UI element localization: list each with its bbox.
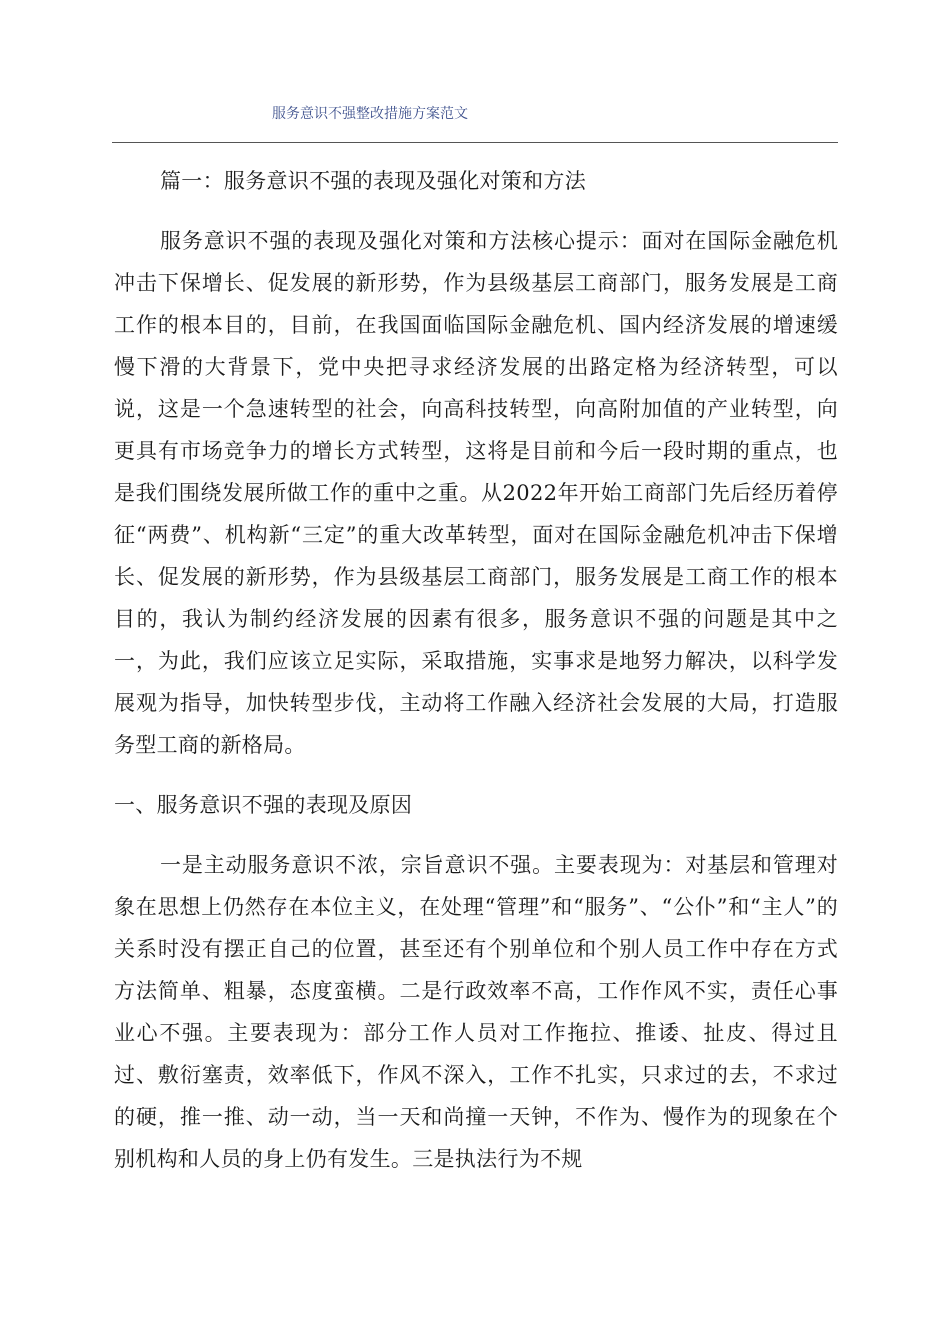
document-body	[114, 160, 838, 1180]
paragraph-causes: 一是主动服务意识不浓，宗旨意识不强。主要表现为：对基层和管理对象在思想上仍然存在本位主义，在处理“管理”和“服务”、“公仆”和“主人”的关系时没有摆正自己的位置，甚至还有个别单位和个别人员工作中存在方式方法简单、粗暴，态度蛮横。二是行政效率不高，工作作风不实，责任心事业心不强。主要表现为：部分工作人员对工作拖拉、推诿、扯皮、得过且过、敷衍塞责，效率低下，作风不深入，工作不扎实，只求过的去，不求过的硬，推一推、动一动，当一天和尚撞一天钟，不作为、慢作为的现象在个别机构和人员的身上仍有发生。三是执法行为不规	[114, 853, 838, 1171]
intro-paragraph: 服务意识不强的表现及强化对策和方法核心提示：面对在国际金融危机冲击下保增长、促发展的新形势，作为县级基层工商部门，服务发展是工商工作的根本目的，目前，在我国面临国际金融危机、国内经济发展的增速缓慢下滑的大背景下，党中央把寻求经济发展的出路定格为经济转型，可以说，这是一个急速转型的社会，向高科技转型，向高附加值的产业转型，向更具有市场竞争力的增长方式转型，这将是目前和今后一段时期的重点，也是我们围绕发展所做工作的重中之重。从2022年开始工商部门先后经历着停征“两费”、机构新“三定”的重大改革转型，面对在国际金融危机冲击下保增长、促发展的新形势，作为县级基层工商部门，服务发展是工商工作的根本目的，我认为制约经济发展的因素有很多，服务意识不强的问题是其中之一，为此，我们应该立足实际，采取措施，实事求是地努力解决，以科学发展观为指导，加快转型步伐，主动将工作融入经济社会发展的大局，打造服务型工商的新格局。	[114, 229, 838, 757]
section-title: 篇一：服务意识不强的表现及强化对策和方法	[160, 169, 586, 193]
heading-causes: 一、服务意识不强的表现及原因	[114, 793, 413, 817]
header-divider	[112, 142, 838, 143]
page-header-title: 服务意识不强整改措施方案范文	[272, 106, 468, 122]
